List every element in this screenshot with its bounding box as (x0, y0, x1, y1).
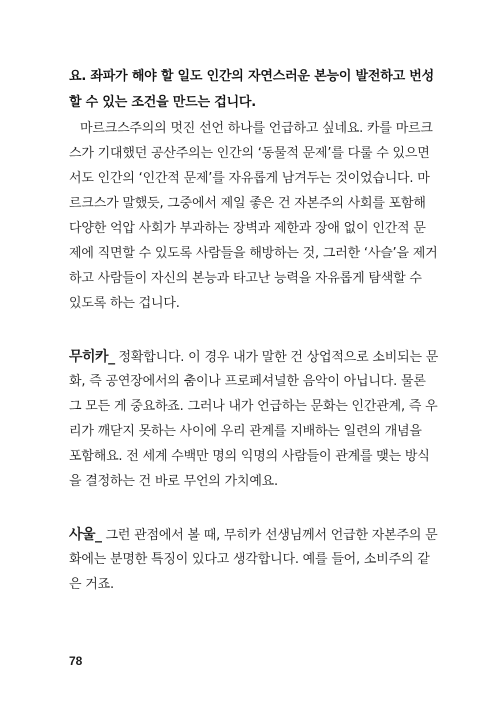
para1-line-3: 서도 인간의 ‘인간적 문제’를 자유롭게 남겨두는 것이었습니다. 마 (69, 171, 430, 186)
para2-line-6: 을 결정하는 건 바로 무언의 가치예요. (69, 474, 278, 489)
para1-line-4: 르크스가 말했듯, 그중에서 제일 좋은 건 자본주의 사회를 포함해 (69, 196, 426, 211)
speaker-name-saul: 사울_ (69, 527, 102, 543)
para1-line-8: 있도록 하는 겁니다. (69, 296, 180, 311)
para1-line-2: 스가 기대했던 공산주의는 인간의 ‘동물적 문제’를 다룰 수 있으면 (69, 146, 430, 161)
para2-first-text: 정확합니다. 이 경우 내가 말한 건 상업적으로 소비되는 문 (118, 350, 439, 365)
para2-line-3: 그 모든 게 중요하죠. 그러나 내가 언급하는 문화는 인간관계, 즉 우 (69, 399, 438, 414)
para3-line-2: 화에는 분명한 특징이 있다고 생각합니다. 예를 들어, 소비주의 같 (69, 552, 430, 567)
para1-line-7: 하고 사람들이 자신의 본능과 타고난 능력을 자유롭게 탐색할 수 (69, 271, 422, 286)
para3-line-3: 은 거죠. (69, 577, 114, 592)
para2-line-2: 화, 즉 공연장에서의 춤이나 프로페셔널한 음악이 아닙니다. 물론 (69, 374, 426, 389)
para1-line-1: 마르크스주의의 멋진 선언 하나를 언급하고 싶네요. 카를 마르크 (80, 121, 433, 136)
para3-first-text: 그런 관점에서 볼 때, 무히카 선생님께서 언급한 자본주의 문 (105, 528, 438, 543)
para2-line-4: 리가 깨닫지 못하는 사이에 우리 관계를 지배하는 일련의 개념을 (69, 424, 422, 439)
para2-line-5: 포함해요. 전 세계 수백만 명의 익명의 사람들이 관계를 맺는 방식 (69, 449, 430, 464)
para3-line-1 (69, 527, 438, 544)
para1-line-6: 제에 직면할 수 있도록 사람들을 해방하는 것, 그러한 ‘사슬’을 제거 (69, 246, 438, 261)
para2-line-1 (69, 349, 439, 366)
intro-line-2: 할 수 있는 조건을 만드는 겁니다. (69, 95, 257, 110)
page-number: 78 (69, 654, 83, 668)
para1-line-5: 다양한 억압 사회가 부과하는 장벽과 제한과 장애 없이 인간적 문 (69, 221, 426, 236)
speaker-name-mujica: 무히카_ (69, 349, 115, 365)
intro-line-1: 요. 좌파가 해야 할 일도 인간의 자연스러운 본능이 발전하고 번성 (69, 69, 434, 84)
